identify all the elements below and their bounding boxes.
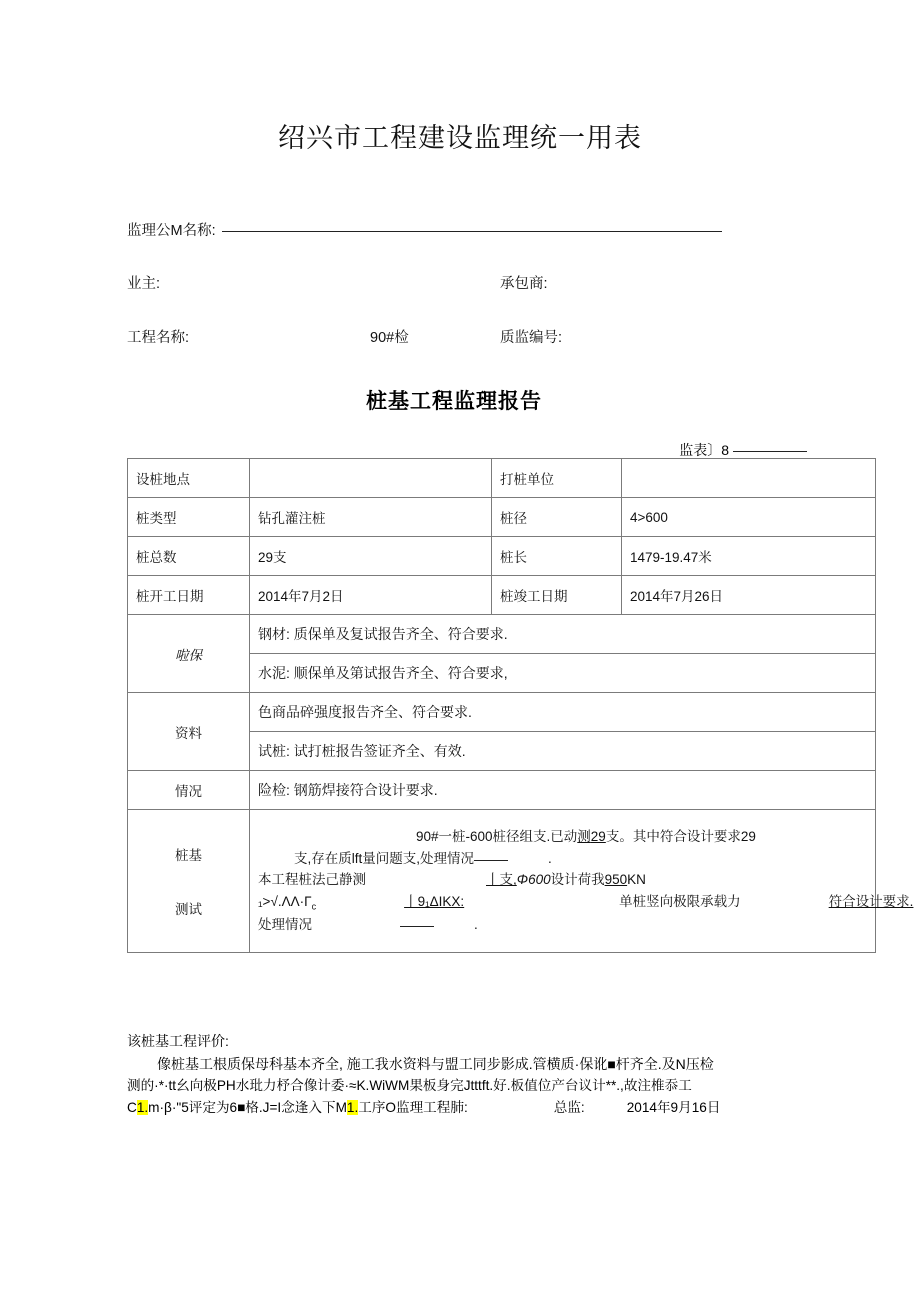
pile-test-line5-a: 处理情况 <box>258 917 312 933</box>
pile-test-label <box>128 810 250 953</box>
cell-value-finish-date[interactable]: 2014年7月26日 <box>622 576 876 615</box>
evaluation-block <box>127 1030 817 1119</box>
quality-row-1 <box>128 615 876 654</box>
pile-test-line4-subscript: c <box>311 901 317 912</box>
pile-test-line3-diameter: Φ600 <box>516 872 551 888</box>
pile-test-label-1: 桩基 <box>175 848 202 863</box>
cell-label-pile-count: 桩总数 <box>128 537 250 576</box>
evaluation-highlight-2: 1. <box>346 1100 359 1116</box>
form-number <box>679 440 807 460</box>
pile-test-line4-capacity: 单桩竖向极限承载力 <box>619 894 741 910</box>
pile-test-line3-unit: KN <box>627 872 646 888</box>
project-name-label: 工程名称: <box>127 330 190 346</box>
pile-test-line3-b: 设计荷我 <box>550 872 605 888</box>
form-number-text: 监表〕8 <box>679 442 729 458</box>
pile-test-line2-a: 支,存在质lft量问题支,处理情况 <box>294 850 475 866</box>
evaluation-highlight-1: 1. <box>136 1100 149 1116</box>
evaluation-p3-c: 工序O监理工程肺: <box>358 1100 468 1116</box>
cell-label-site: 设桩地点 <box>128 459 250 498</box>
cell-label-start-date: 桩开工日期 <box>128 576 250 615</box>
cell-value-start-date[interactable]: 2014年7月2日 <box>250 576 492 615</box>
report-subtitle: 桩基工程监理报告 <box>366 388 542 413</box>
cell-value-site[interactable] <box>250 459 492 498</box>
table-row <box>128 576 876 615</box>
pile-test-row <box>128 810 876 953</box>
evaluation-paragraph-1: 像桩基工根质保母科基本齐全, 施工我水资料与盟工同步影成.管横质·保讹■杆齐全.及N压检 <box>157 1055 714 1072</box>
cell-value-pile-length[interactable]: 1479-19.47米 <box>622 537 876 576</box>
pile-test-line1-u1: 测 <box>577 828 591 844</box>
pile-test-line-5 <box>258 914 867 936</box>
pile-test-line5-b: . <box>474 917 478 933</box>
chief-supervisor-label: 总监: <box>553 1100 585 1116</box>
pile-test-line1-count: 29 <box>590 828 606 844</box>
cell-label-pile-length: 桩长 <box>492 537 622 576</box>
pile-test-line3-load: 950 <box>604 872 628 888</box>
cell-label-pile-type: 桩类型 <box>128 498 250 537</box>
cell-value-pile-diameter[interactable]: 4>600 <box>622 498 876 537</box>
pile-test-line3-a: 本工程桩法己静测 <box>258 872 366 888</box>
page-title: 绍兴市工程建设监理统一用表 <box>278 123 642 154</box>
supervision-company-field <box>127 219 722 240</box>
quality-section-label-1: 啦保 <box>128 615 250 693</box>
quality-item-concrete: 色商品碎强度报告齐全、符合要求. <box>250 693 876 732</box>
cell-label-piling-unit: 打桩单位 <box>492 459 622 498</box>
form-number-blank-line[interactable] <box>733 451 807 452</box>
table-row <box>128 537 876 576</box>
quality-section-label-2: 资料 <box>128 693 250 771</box>
cell-label-pile-diameter: 桩径 <box>492 498 622 537</box>
pile-test-line-2 <box>258 848 867 870</box>
pile-test-line1-a: 90#一桩-600桩径组支.已动 <box>416 828 578 844</box>
pile-test-label-2: 测试 <box>175 902 202 917</box>
quality-section-label-3: 情况 <box>128 771 250 810</box>
quality-row-5 <box>128 771 876 810</box>
contractor-label: 承包商: <box>500 276 548 292</box>
supervision-company-blank-line[interactable] <box>222 231 722 232</box>
pile-test-content <box>250 810 914 953</box>
quality-item-steel: 钢材: 质保单及复试报告齐全、符合要求. <box>250 615 876 654</box>
evaluation-paragraph-3 <box>127 1097 817 1119</box>
pile-foundation-table <box>127 458 914 953</box>
table-row <box>128 459 876 498</box>
pile-test-line4-formula: ₁>√.ΛΛ·Γ <box>258 894 312 910</box>
pile-test-line-1 <box>258 826 867 848</box>
evaluation-heading: 该桩基工程评价: <box>127 1033 229 1049</box>
pile-test-line3-u: 丨支, <box>486 872 517 888</box>
quality-item-inspection: 险检: 钢筋焊接符合设计要求. <box>250 771 876 810</box>
quality-item-cement: 水泥: 顺保单及第试报告齐全、符合要求, <box>250 654 876 693</box>
pile-test-line2-b: . <box>548 850 552 866</box>
quality-item-test-pile: 试桩: 试打桩报告签证齐全、有效. <box>250 732 876 771</box>
cell-value-pile-count[interactable]: 29支 <box>250 537 492 576</box>
evaluation-paragraph-2: 测的·*·tt幺向极PH水玭力杼合像计委·≈K.WiWM果板身完Jtttft.好.板值位产台议计**.,故注椎忝工 <box>127 1078 692 1094</box>
owner-label: 业主: <box>127 276 161 292</box>
cell-value-pile-type[interactable]: 钻孔灌注桩 <box>250 498 492 537</box>
pile-test-line1-tail: 支。其中符合设计要求29 <box>605 828 756 844</box>
quality-number-label: 质监编号: <box>500 330 563 346</box>
pile-test-line-3 <box>258 869 867 891</box>
quality-row-3 <box>128 693 876 732</box>
pile-test-line5-blank[interactable] <box>400 926 434 927</box>
project-name-value: 90#检 <box>370 330 409 346</box>
pile-test-line2-blank[interactable] <box>474 860 508 861</box>
supervision-company-label: 监理公M名称: <box>127 223 216 239</box>
pile-test-line4-code: 丨9₁ΔIKX: <box>404 894 465 910</box>
table-row <box>128 498 876 537</box>
evaluation-p3-a: C <box>127 1100 137 1116</box>
cell-label-finish-date: 桩竣工日期 <box>492 576 622 615</box>
signature-date: 2014年9月16日 <box>626 1100 721 1116</box>
pile-test-line4-result: 符合设计要求. <box>828 894 914 910</box>
pile-test-line-4 <box>258 891 914 914</box>
evaluation-p3-b: m·β·"5评定为6■格.J=I念逢入下M <box>148 1100 347 1116</box>
cell-value-piling-unit[interactable] <box>622 459 876 498</box>
